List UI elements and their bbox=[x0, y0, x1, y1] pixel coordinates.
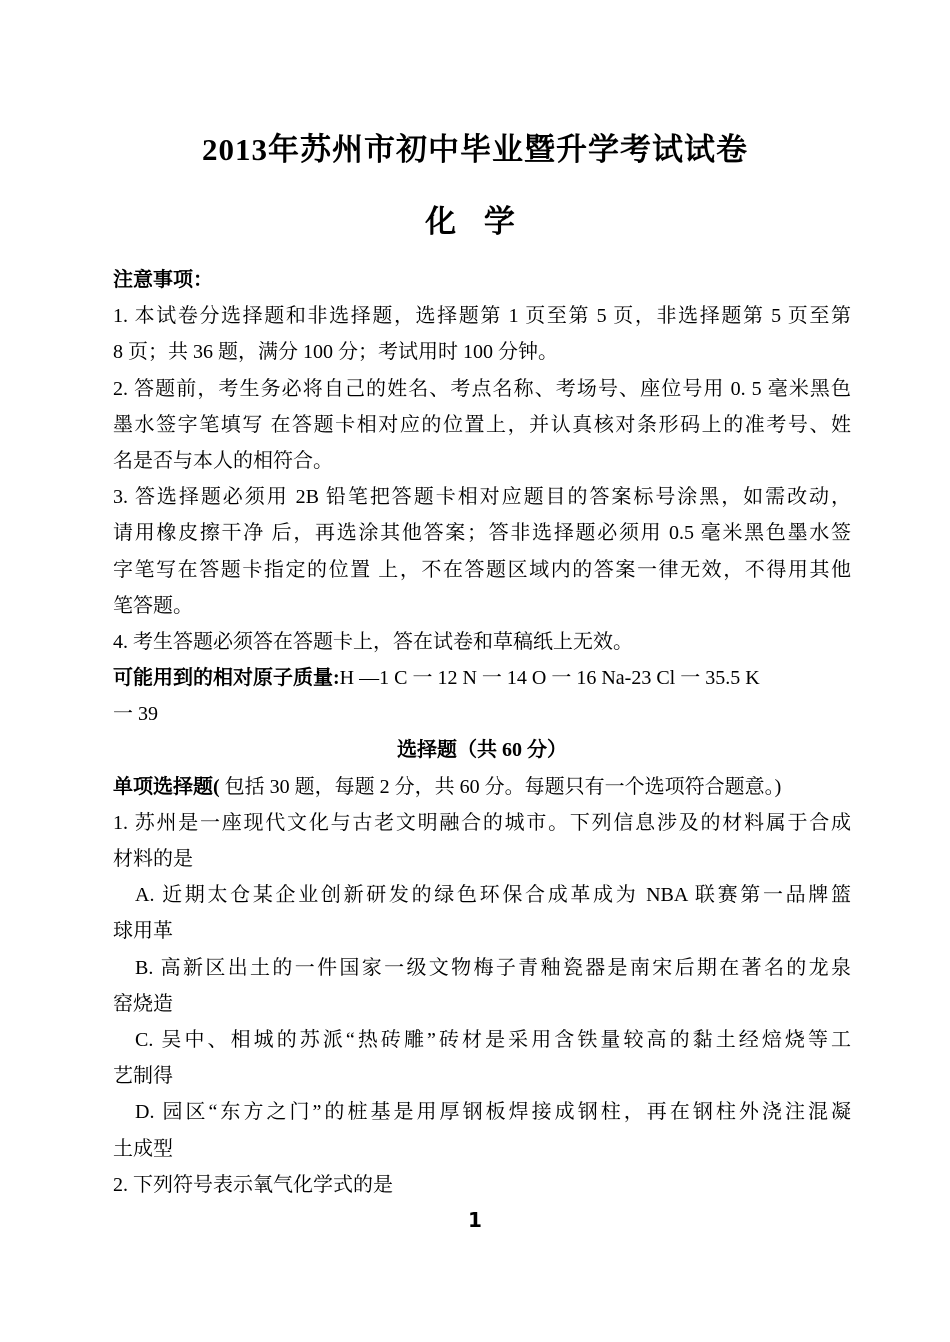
question-1-option-c-line-1: C. 吴中、相城的苏派“热砖雕”砖材是采用含铁量较高的黏土经焙烧等工 bbox=[135, 1028, 851, 1051]
subject-heading: 化 学 bbox=[425, 204, 525, 239]
question-1-stem-line-1: 1. 苏州是一座现代文化与古老文明融合的城市。下列信息涉及的材料属于合成 bbox=[113, 811, 851, 834]
notice-heading: 注意事项： bbox=[113, 269, 213, 291]
question-1-option-d-line-1: D. 园区“东方之门”的桩基是用厚钢板焊接成钢柱，再在钢柱外浇注混凝 bbox=[135, 1101, 851, 1124]
question-1-option-b-line-1: B. 高新区出土的一件国家一级文物梅子青釉瓷器是南宋后期在著名的龙泉 bbox=[135, 956, 851, 979]
question-2-stem-line-1: 2. 下列符号表示氧气化学式的是 bbox=[113, 1173, 393, 1196]
notice-item-2-line-2: 墨水签字笔填写 在答题卡相对应的位置上，并认真核对条形码上的准考号、姓 bbox=[113, 413, 851, 436]
notice-item-1-line-1: 1. 本试卷分选择题和非选择题，选择题第 1 页至第 5 页，非选择题第 5 页至第 bbox=[113, 305, 851, 328]
atomic-mass-line bbox=[113, 660, 851, 696]
question-1-option-c-line-2: 艺制得 bbox=[113, 1065, 173, 1088]
notice-item-4-line-1: 4. 考生答题必须答在答题卡上，答在试卷和草稿纸上无效。 bbox=[113, 630, 633, 653]
section-intro-label: 单项选择题( bbox=[113, 775, 220, 798]
question-1-option-d-line-2: 土成型 bbox=[113, 1137, 173, 1160]
question-1-option-b-line-2: 窑烧造 bbox=[113, 992, 173, 1015]
section-heading: 选择题（共 60 分） bbox=[397, 739, 567, 762]
notice-item-3-line-4: 笔答题。 bbox=[113, 594, 193, 617]
page-number: 1 bbox=[468, 1208, 482, 1232]
question-1-option-a-line-2: 球用革 bbox=[113, 920, 173, 943]
exam-body bbox=[113, 262, 851, 1203]
exam-title: 2013年苏州市初中毕业暨升学考试试卷 bbox=[202, 132, 748, 167]
question-1-stem-line-2: 材料的是 bbox=[113, 848, 193, 870]
notice-item-2-line-1: 2. 答题前，考生务必将自己的姓名、考点名称、考场号、座位号用 0. 5 毫米黑色 bbox=[113, 377, 851, 400]
notice-item-1-line-2: 8 页；共 36 题，满分 100 分；考试用时 100 分钟。 bbox=[113, 341, 558, 364]
section-intro bbox=[113, 769, 851, 805]
atomic-mass-values: H —1 C 一 12 N 一 14 O 一 16 Na-23 Cl 一 35.5 K bbox=[339, 667, 760, 690]
section-intro-text: 包括 30 题，每题 2 分，共 60 分。每题只有一个选项符合题意。) bbox=[219, 775, 782, 798]
notice-item-3-line-1: 3. 答选择题必须用 2B 铅笔把答题卡相对应题目的答案标号涂黑，如需改动， bbox=[113, 486, 851, 509]
atomic-mass-continued: 一 39 bbox=[113, 703, 158, 726]
notice-item-3-line-3: 字笔写在答题卡指定的位置 上，不在答题区域内的答案一律无效，不得用其他 bbox=[113, 558, 851, 581]
notice-item-2-line-3: 名是否与本人的相符合。 bbox=[113, 449, 333, 472]
notice-item-3-line-2: 请用橡皮擦干净 后，再选涂其他答案；答非选择题必须用 0.5 毫米黑色墨水签 bbox=[113, 522, 851, 545]
question-1-option-a-line-1: A. 近期太仓某企业创新研发的绿色环保合成革成为 NBA 联赛第一品牌篮 bbox=[135, 884, 851, 907]
atomic-mass-label: 可能用到的相对原子质量: bbox=[113, 667, 340, 690]
